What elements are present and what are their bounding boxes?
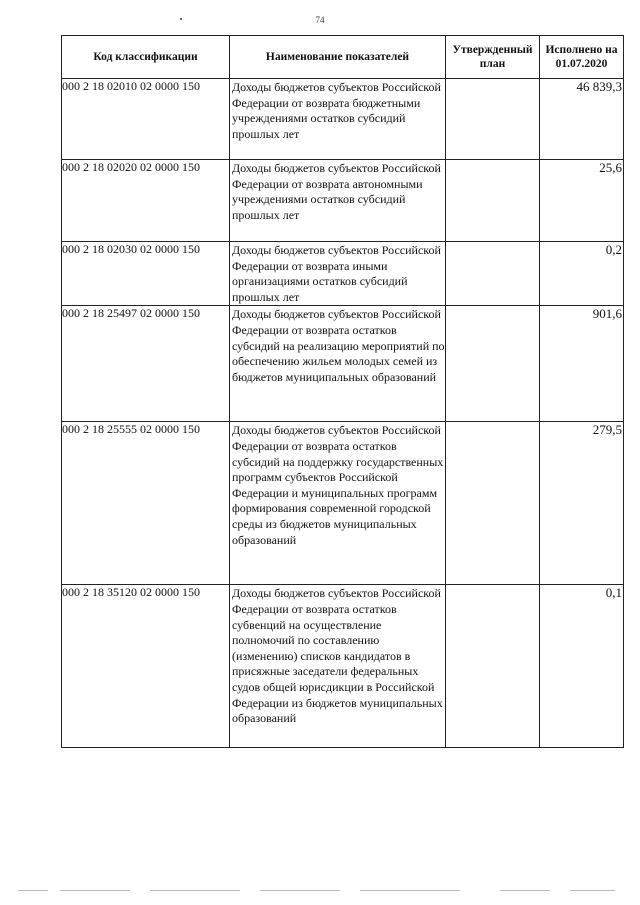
row-plan (446, 422, 540, 585)
row-name: Доходы бюджетов субъектов Российской Федерации от возврата остатков субвенций на осуществление полномочий по составлению (изменению) списков кандидатов в присяжные заседатели федеральных судов общей юрисдикции в Российской Федерации из бюджетов муниципальных образований (230, 585, 446, 748)
table-row (62, 242, 624, 306)
header-executed: Исполнено на 01.07.2020 (540, 36, 624, 79)
table-row (62, 160, 624, 242)
row-plan (446, 306, 540, 422)
row-executed: 279,5 (540, 422, 624, 585)
row-name: Доходы бюджетов субъектов Российской Федерации от возврата остатков субсидий на поддержку государственных программ субъектов Российской Федерации и муниципальных программ формирования современной городской среды из бюджетов муниципальных образований (230, 422, 446, 585)
scan-footer-artifacts (0, 890, 640, 894)
row-code: 000 2 18 02020 02 0000 150 (62, 160, 230, 242)
row-code: 000 2 18 25497 02 0000 150 (62, 306, 230, 422)
header-row (62, 36, 624, 79)
row-executed: 901,6 (540, 306, 624, 422)
row-code: 000 2 18 02030 02 0000 150 (62, 242, 230, 306)
row-name: Доходы бюджетов субъектов Российской Федерации от возврата остатков субсидий на реализацию мероприятий по обеспечению жильем молодых семей из бюджетов муниципальных образований (230, 306, 446, 422)
row-plan (446, 585, 540, 748)
row-executed: 0,2 (540, 242, 624, 306)
row-plan (446, 79, 540, 160)
table-row (62, 306, 624, 422)
row-executed: 46 839,3 (540, 79, 624, 160)
scan-speck (180, 18, 182, 20)
header-code: Код классификации (62, 36, 230, 79)
table-row (62, 422, 624, 585)
row-plan (446, 242, 540, 306)
row-plan (446, 160, 540, 242)
row-code: 000 2 18 35120 02 0000 150 (62, 585, 230, 748)
row-name: Доходы бюджетов субъектов Российской Федерации от возврата бюджетными учреждениями остатков субсидий прошлых лет (230, 79, 446, 160)
table-row (62, 585, 624, 748)
row-name: Доходы бюджетов субъектов Российской Федерации от возврата иными организациями остатков субсидий прошлых лет (230, 242, 446, 306)
header-plan: Утвержденный план (446, 36, 540, 79)
budget-revenue-table (61, 35, 624, 748)
row-executed: 0,1 (540, 585, 624, 748)
row-name: Доходы бюджетов субъектов Российской Федерации от возврата автономными учреждениями остатков субсидий прошлых лет (230, 160, 446, 242)
row-code: 000 2 18 02010 02 0000 150 (62, 79, 230, 160)
table-row (62, 79, 624, 160)
row-executed: 25,6 (540, 160, 624, 242)
row-code: 000 2 18 25555 02 0000 150 (62, 422, 230, 585)
header-name: Наименование показателей (230, 36, 446, 79)
page-number: 74 (315, 15, 325, 25)
